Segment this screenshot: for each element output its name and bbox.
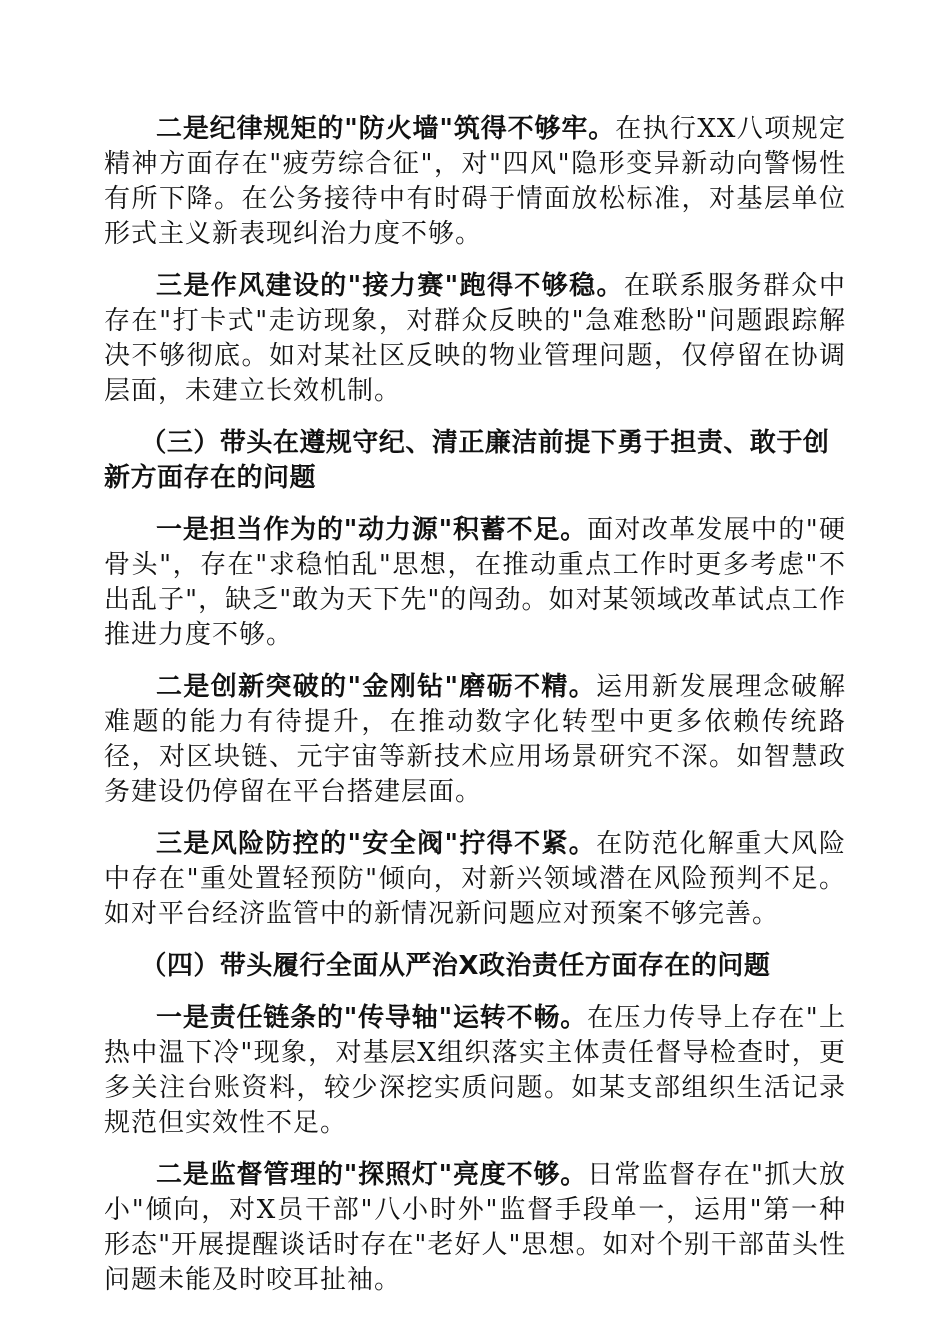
paragraph-lead: 二是监督管理的"探照灯"亮度不够。	[156, 1160, 588, 1190]
paragraph-transmission-shaft	[104, 1001, 846, 1141]
paragraph-lead: 一是责任链条的"传导轴"运转不畅。	[156, 1003, 588, 1033]
section-heading-4: （四）带头履行全面从严治X政治责任方面存在的问题	[140, 951, 771, 981]
paragraph-safety-valve	[104, 827, 846, 932]
paragraph-style-relay	[104, 269, 846, 409]
paragraph-body: 在联系服务群众中存在"打卡式"走访现象，对群众反映的"急难愁盼"问题跟踪解决不够彻底。如对某社区反映的物业管理问题，仅停留在协调层面，未建立长效机制。	[104, 271, 846, 406]
paragraph-body: 运用新发展理念破解难题的能力有待提升，在推动数字化转型中更多依赖传统路径，对区块链、元宇宙等新技术应用场景研究不深。如智慧政务建设仍停留在平台搭建层面。	[104, 672, 846, 807]
paragraph-lead: 二是创新突破的"金刚钻"磨砺不精。	[156, 672, 597, 702]
paragraph-body: 在防范化解重大风险中存在"重处置轻预防"倾向，对新兴领域潜在风险预判不足。如对平台经济监管中的新情况新问题应对预案不够完善。	[104, 829, 846, 929]
paragraph-innovation-drill	[104, 670, 846, 810]
paragraph-discipline-firewall	[104, 112, 846, 252]
paragraph-lead: 三是风险防控的"安全阀"拧得不紧。	[156, 829, 597, 859]
paragraph-body: 面对改革发展中的"硬骨头"，存在"求稳怕乱"思想，在推动重点工作时更多考虑"不出乱子"，缺乏"敢为天下先"的闯劲。如对某领域改革试点工作推进力度不够。	[104, 515, 846, 650]
paragraph-lead: 一是担当作为的"动力源"积蓄不足。	[156, 515, 588, 545]
paragraph-body: 日常监督存在"抓大放小"倾向，对X员干部"八小时外"监督手段单一，运用"第一种形态"开展提醒谈话时存在"老好人"思想。如对个别干部苗头性问题未能及时咬耳扯袖。	[104, 1160, 846, 1295]
paragraph-body: 在执行XX八项规定精神方面存在"疲劳综合征"，对"四风"隐形变异新动向警惕性有所下降。在公务接待中有时碍于情面放松标准，对基层单位形式主义新表现纠治力度不够。	[104, 114, 846, 249]
paragraph-searchlight	[104, 1158, 846, 1298]
paragraph-power-source	[104, 513, 846, 653]
section-heading-3: （三）带头在遵规守纪、清正廉洁前提下勇于担责、敢于创新方面存在的问题	[104, 428, 830, 493]
paragraph-lead: 三是作风建设的"接力赛"跑得不够稳。	[156, 271, 624, 301]
paragraph-lead: 二是纪律规矩的"防火墙"筑得不够牢。	[156, 114, 616, 144]
paragraph-body: 在压力传导上存在"上热中温下冷"现象，对基层X组织落实主体责任督导检查时，更多关注台账资料，较少深挖实质问题。如某支部组织生活记录规范但实效性不足。	[104, 1003, 846, 1138]
